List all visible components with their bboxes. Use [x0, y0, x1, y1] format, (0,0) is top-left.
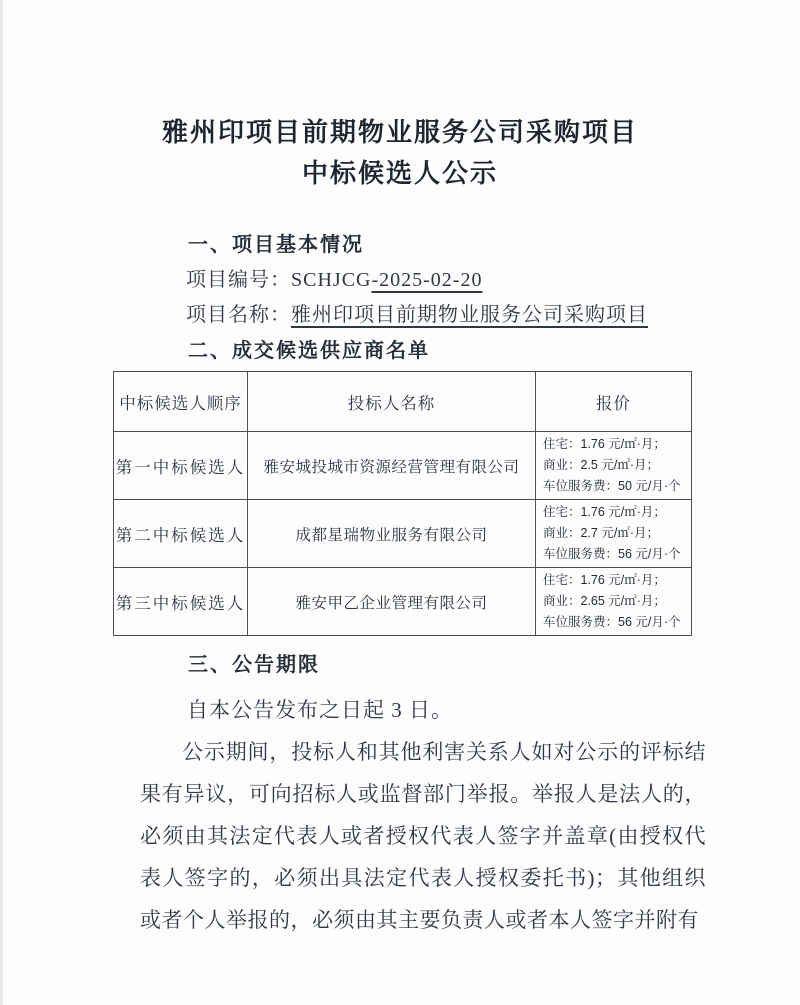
project-number-label: 项目编号： [186, 269, 291, 291]
price-line-parking: 车位服务费：56 元/月·个 [543, 615, 681, 629]
document-title [0, 112, 800, 194]
title-line-2: 中标候选人公示 [301, 159, 498, 188]
project-number-prefix: SCHJCG [291, 269, 372, 291]
candidate-rank: 第二中标候选人 [114, 500, 248, 568]
project-number-line [186, 266, 482, 294]
price-line-commercial: 商业：2.5 元/㎡·月； [543, 458, 659, 472]
notice-period-text: 自本公告发布之日起 3 日。 [187, 698, 453, 722]
project-name-line [186, 301, 648, 329]
price-line-residential: 住宅：1.76 元/㎡·月； [543, 505, 666, 519]
candidate-rank: 第三中标候选人 [114, 568, 248, 636]
project-name-value: 雅州印项目前期物业服务公司采购项目 [291, 304, 648, 326]
bidder-name: 雅安城投城市资源经营管理有限公司 [248, 432, 536, 500]
price-line-residential: 住宅：1.76 元/㎡·月； [543, 437, 666, 451]
title-line-1: 雅州印项目前期物业服务公司采购项目 [161, 118, 638, 147]
price-cell [536, 500, 692, 568]
price-cell [536, 432, 692, 500]
candidates-table [113, 371, 692, 636]
table-row [114, 568, 692, 636]
price-line-residential: 住宅：1.76 元/㎡·月； [543, 573, 666, 587]
table-row [114, 432, 692, 500]
price-cell [536, 568, 692, 636]
table-row [114, 500, 692, 568]
bidder-name: 成都星瑞物业服务有限公司 [248, 500, 536, 568]
objection-paragraph: 公示期间，投标人和其他利害关系人如对公示的评标结果有异议，可向招标人或监督部门举报。举报人是法人的，必须由其法定代表人或者授权代表人签字并盖章(由授权代表人签字的，必须出具法定代表人授权委托书)；其他组织或者个人举报的，必须由其主要负责人或者本人签字并附有 [140, 740, 706, 932]
project-number-value: -2025-02-20 [371, 269, 483, 291]
bidder-name: 雅安甲乙企业管理有限公司 [248, 568, 536, 636]
section2-heading: 二、成交候选供应商名单 [188, 340, 430, 362]
col-header-bidder: 投标人名称 [248, 372, 536, 432]
price-line-parking: 车位服务费：56 元/月·个 [543, 547, 681, 561]
project-name-label: 项目名称： [186, 304, 291, 326]
col-header-rank: 中标候选人顺序 [114, 372, 248, 432]
price-line-parking: 车位服务费：50 元/月·个 [543, 479, 681, 493]
price-line-commercial: 商业：2.7 元/㎡·月； [543, 526, 659, 540]
price-line-commercial: 商业：2.65 元/㎡·月； [543, 594, 666, 608]
col-header-price: 报价 [536, 372, 692, 432]
table-header-row [114, 372, 692, 432]
section1-heading: 一、项目基本情况 [188, 234, 364, 256]
candidate-rank: 第一中标候选人 [114, 432, 248, 500]
section3-heading: 三、公告期限 [188, 654, 320, 676]
